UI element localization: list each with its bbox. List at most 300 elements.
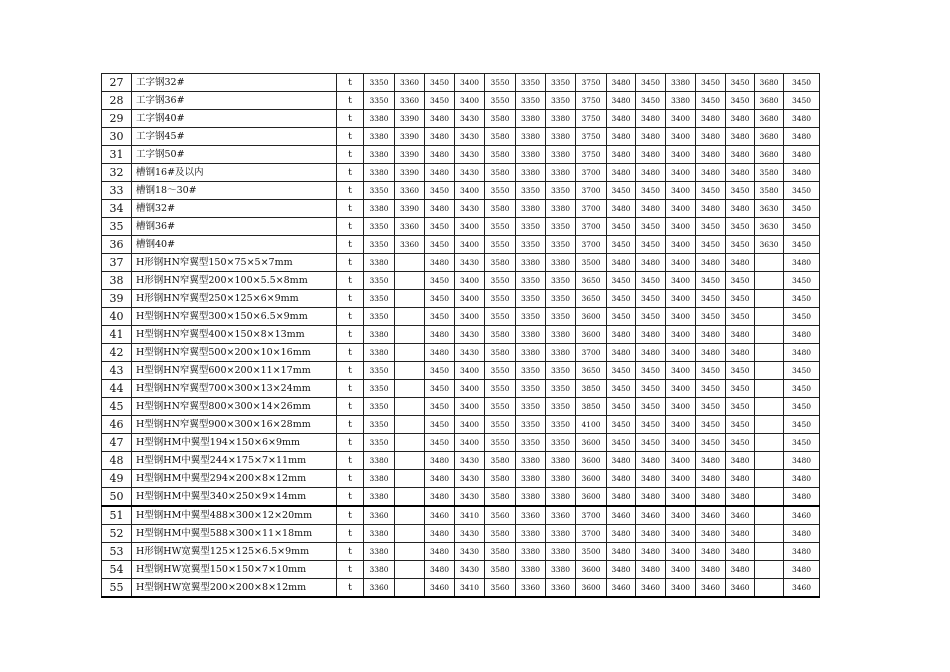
unit-cell: t — [337, 200, 364, 218]
unit-cell: t — [337, 326, 364, 344]
price-cell: 3380 — [516, 146, 546, 164]
price-cell: 3480 — [696, 452, 726, 470]
price-cell: 3450 — [726, 362, 755, 380]
price-cell: 3380 — [364, 164, 395, 182]
price-cell: 3400 — [666, 525, 696, 543]
price-cell: 3380 — [364, 470, 395, 488]
price-cell: 3450 — [784, 416, 820, 434]
price-cell: 3400 — [666, 326, 696, 344]
price-cell: 3480 — [425, 200, 455, 218]
material-name: 工字钢36# — [132, 92, 337, 110]
unit-cell: t — [337, 182, 364, 200]
price-cell: 3480 — [784, 164, 820, 182]
price-cell: 3450 — [607, 308, 636, 326]
price-cell: 3480 — [726, 470, 755, 488]
price-cell: 3450 — [784, 74, 820, 92]
material-name: H型钢HM中翼型588×300×11×18mm — [132, 525, 337, 543]
price-cell: 3380 — [364, 200, 395, 218]
price-cell: 3350 — [364, 92, 395, 110]
price-cell: 3480 — [607, 128, 636, 146]
price-cell: 3580 — [485, 525, 516, 543]
price-cell: 3460 — [726, 506, 755, 525]
price-cell: 3550 — [485, 380, 516, 398]
price-cell: 3430 — [455, 200, 485, 218]
price-cell: 3430 — [455, 470, 485, 488]
price-cell: 3680 — [755, 128, 784, 146]
row-number: 52 — [102, 525, 132, 543]
price-cell: 3380 — [516, 164, 546, 182]
price-cell: 3380 — [666, 92, 696, 110]
price-cell: 3550 — [485, 92, 516, 110]
price-cell — [395, 380, 425, 398]
material-name: H形钢HW宽翼型125×125×6.5×9mm — [132, 543, 337, 561]
price-cell — [755, 506, 784, 525]
price-cell: 3480 — [607, 543, 636, 561]
price-cell: 3350 — [516, 380, 546, 398]
price-cell: 3380 — [546, 344, 576, 362]
price-cell: 3450 — [636, 362, 666, 380]
row-number: 45 — [102, 398, 132, 416]
price-cell: 3480 — [607, 488, 636, 507]
price-cell: 3480 — [636, 488, 666, 507]
unit-cell: t — [337, 218, 364, 236]
price-cell: 3460 — [425, 506, 455, 525]
table-row — [102, 326, 820, 344]
price-cell — [395, 470, 425, 488]
price-cell: 3450 — [696, 182, 726, 200]
price-cell: 3450 — [425, 398, 455, 416]
price-cell: 3550 — [485, 218, 516, 236]
price-cell: 3430 — [455, 561, 485, 579]
price-cell: 3450 — [636, 434, 666, 452]
price-cell: 3650 — [576, 272, 607, 290]
price-cell: 3460 — [696, 579, 726, 598]
price-cell: 3480 — [425, 344, 455, 362]
price-cell: 3400 — [666, 182, 696, 200]
price-cell: 3480 — [425, 326, 455, 344]
price-cell: 3380 — [516, 488, 546, 507]
unit-cell: t — [337, 362, 364, 380]
price-cell: 3430 — [455, 164, 485, 182]
price-cell: 3480 — [784, 561, 820, 579]
price-cell: 3350 — [546, 398, 576, 416]
material-name: 槽钢36# — [132, 218, 337, 236]
table-row — [102, 470, 820, 488]
price-cell: 3400 — [666, 380, 696, 398]
price-cell: 3380 — [546, 128, 576, 146]
price-cell: 3480 — [784, 146, 820, 164]
price-cell: 3400 — [666, 290, 696, 308]
price-cell: 3580 — [485, 561, 516, 579]
price-cell: 3380 — [364, 525, 395, 543]
row-number: 42 — [102, 344, 132, 362]
price-cell: 3350 — [546, 92, 576, 110]
price-cell: 3480 — [636, 146, 666, 164]
price-cell: 3450 — [636, 236, 666, 254]
price-cell: 3480 — [636, 561, 666, 579]
price-cell: 3450 — [696, 398, 726, 416]
price-cell: 3450 — [784, 182, 820, 200]
price-cell: 3450 — [636, 74, 666, 92]
price-cell: 3480 — [607, 452, 636, 470]
price-cell: 3450 — [607, 218, 636, 236]
price-cell: 3350 — [364, 236, 395, 254]
price-cell: 3450 — [696, 434, 726, 452]
price-cell: 3500 — [576, 543, 607, 561]
price-cell: 3360 — [395, 74, 425, 92]
unit-cell: t — [337, 380, 364, 398]
price-cell: 3580 — [485, 200, 516, 218]
unit-cell: t — [337, 272, 364, 290]
price-cell: 3360 — [395, 218, 425, 236]
row-number: 27 — [102, 74, 132, 92]
price-cell: 3600 — [576, 452, 607, 470]
unit-cell: t — [337, 92, 364, 110]
table-row — [102, 164, 820, 182]
price-cell: 3680 — [755, 92, 784, 110]
unit-cell: t — [337, 561, 364, 579]
price-cell: 3480 — [784, 452, 820, 470]
price-cell: 3350 — [516, 236, 546, 254]
price-cell: 3380 — [364, 254, 395, 272]
price-cell: 3450 — [425, 74, 455, 92]
row-number: 51 — [102, 506, 132, 525]
price-cell: 3450 — [607, 182, 636, 200]
material-name: H形钢HN窄翼型200×100×5.5×8mm — [132, 272, 337, 290]
material-name: H型钢HM中翼型194×150×6×9mm — [132, 434, 337, 452]
unit-cell: t — [337, 236, 364, 254]
price-cell: 3550 — [485, 74, 516, 92]
price-cell: 3450 — [726, 182, 755, 200]
price-cell: 3750 — [576, 110, 607, 128]
unit-cell: t — [337, 488, 364, 507]
material-name: H型钢HM中翼型244×175×7×11mm — [132, 452, 337, 470]
price-cell: 3480 — [696, 525, 726, 543]
price-cell: 3450 — [425, 182, 455, 200]
row-number: 35 — [102, 218, 132, 236]
price-cell: 3400 — [666, 272, 696, 290]
price-cell: 3380 — [546, 146, 576, 164]
price-cell: 3400 — [455, 362, 485, 380]
row-number: 34 — [102, 200, 132, 218]
price-cell: 3450 — [425, 236, 455, 254]
price-cell: 3350 — [546, 182, 576, 200]
price-cell: 3400 — [455, 416, 485, 434]
row-number: 29 — [102, 110, 132, 128]
price-cell — [395, 272, 425, 290]
table-row — [102, 579, 820, 598]
price-cell: 3450 — [726, 290, 755, 308]
material-name: H型钢HM中翼型340×250×9×14mm — [132, 488, 337, 507]
material-name: H型钢HN窄翼型800×300×14×26mm — [132, 398, 337, 416]
price-cell: 3400 — [666, 452, 696, 470]
table-row — [102, 110, 820, 128]
price-cell: 3630 — [755, 200, 784, 218]
price-cell: 3350 — [364, 74, 395, 92]
price-cell: 3480 — [784, 525, 820, 543]
price-cell: 3680 — [755, 74, 784, 92]
price-cell: 3350 — [546, 308, 576, 326]
price-cell: 3580 — [485, 452, 516, 470]
price-cell: 3350 — [516, 290, 546, 308]
price-cell: 3480 — [636, 326, 666, 344]
price-cell: 3350 — [546, 290, 576, 308]
price-cell: 3480 — [726, 200, 755, 218]
price-cell: 3480 — [784, 543, 820, 561]
table-row — [102, 488, 820, 507]
table-row — [102, 236, 820, 254]
price-cell: 3350 — [364, 182, 395, 200]
table-row — [102, 561, 820, 579]
price-cell: 3430 — [455, 110, 485, 128]
material-name: 槽钢16#及以内 — [132, 164, 337, 182]
row-number: 39 — [102, 290, 132, 308]
price-cell: 3450 — [726, 74, 755, 92]
price-cell: 3480 — [726, 164, 755, 182]
price-cell: 3410 — [455, 506, 485, 525]
unit-cell: t — [337, 146, 364, 164]
row-number: 32 — [102, 164, 132, 182]
material-name: H形钢HN窄翼型250×125×6×9mm — [132, 290, 337, 308]
price-cell: 3480 — [696, 326, 726, 344]
row-number: 37 — [102, 254, 132, 272]
price-cell: 3450 — [784, 92, 820, 110]
price-cell: 3450 — [607, 434, 636, 452]
price-cell: 3380 — [546, 561, 576, 579]
price-cell: 3380 — [516, 561, 546, 579]
price-cell: 3400 — [455, 434, 485, 452]
price-cell: 4100 — [576, 416, 607, 434]
price-cell — [395, 308, 425, 326]
table-row — [102, 200, 820, 218]
price-cell: 3400 — [666, 110, 696, 128]
price-cell: 3480 — [607, 92, 636, 110]
unit-cell: t — [337, 344, 364, 362]
price-cell — [755, 290, 784, 308]
price-cell: 3400 — [455, 182, 485, 200]
material-name: H形钢HN窄翼型150×75×5×7mm — [132, 254, 337, 272]
price-cell: 3580 — [485, 488, 516, 507]
price-cell: 3450 — [726, 272, 755, 290]
table-row — [102, 218, 820, 236]
price-cell: 3550 — [485, 362, 516, 380]
row-number: 40 — [102, 308, 132, 326]
price-cell: 3580 — [485, 543, 516, 561]
row-number: 31 — [102, 146, 132, 164]
price-cell: 3450 — [636, 218, 666, 236]
price-cell: 3450 — [726, 398, 755, 416]
price-cell: 3380 — [516, 110, 546, 128]
table-row — [102, 182, 820, 200]
price-cell: 3480 — [696, 128, 726, 146]
price-cell: 3450 — [696, 416, 726, 434]
price-cell: 3580 — [485, 344, 516, 362]
unit-cell: t — [337, 579, 364, 598]
price-cell: 3700 — [576, 218, 607, 236]
price-cell: 3580 — [485, 110, 516, 128]
price-cell: 3450 — [607, 398, 636, 416]
price-cell: 3480 — [784, 110, 820, 128]
price-cell: 3350 — [364, 290, 395, 308]
price-cell: 3360 — [516, 579, 546, 598]
unit-cell: t — [337, 398, 364, 416]
price-cell: 3480 — [726, 452, 755, 470]
price-cell: 3380 — [516, 128, 546, 146]
unit-cell: t — [337, 543, 364, 561]
price-cell: 3400 — [666, 344, 696, 362]
price-cell: 3350 — [516, 362, 546, 380]
price-cell: 3380 — [666, 74, 696, 92]
price-cell: 3380 — [516, 543, 546, 561]
table-row — [102, 362, 820, 380]
price-cell: 3400 — [666, 254, 696, 272]
price-cell: 3750 — [576, 128, 607, 146]
price-cell: 3480 — [636, 128, 666, 146]
price-cell — [395, 398, 425, 416]
price-cell — [395, 525, 425, 543]
price-cell: 3350 — [546, 218, 576, 236]
unit-cell: t — [337, 308, 364, 326]
price-cell: 3450 — [636, 290, 666, 308]
material-name: H型钢HW宽翼型150×150×7×10mm — [132, 561, 337, 579]
price-cell — [395, 506, 425, 525]
price-cell: 3380 — [516, 200, 546, 218]
price-cell — [395, 452, 425, 470]
price-cell: 3480 — [784, 344, 820, 362]
price-cell: 3430 — [455, 452, 485, 470]
price-cell: 3450 — [636, 272, 666, 290]
price-cell: 3850 — [576, 398, 607, 416]
price-cell: 3350 — [364, 380, 395, 398]
price-cell: 3400 — [666, 506, 696, 525]
row-number: 46 — [102, 416, 132, 434]
price-cell: 3380 — [516, 525, 546, 543]
price-cell: 3350 — [546, 74, 576, 92]
price-cell: 3400 — [666, 398, 696, 416]
price-cell: 3450 — [726, 218, 755, 236]
price-cell — [395, 488, 425, 507]
price-cell: 3460 — [784, 506, 820, 525]
table-row — [102, 308, 820, 326]
price-cell: 3410 — [455, 579, 485, 598]
price-cell: 3550 — [485, 182, 516, 200]
price-cell: 3350 — [364, 398, 395, 416]
price-cell: 3380 — [364, 452, 395, 470]
price-cell: 3480 — [696, 561, 726, 579]
price-cell: 3360 — [395, 182, 425, 200]
price-cell — [395, 290, 425, 308]
price-cell: 3480 — [784, 470, 820, 488]
price-cell: 3550 — [485, 398, 516, 416]
price-cell: 3480 — [636, 110, 666, 128]
price-cell: 3400 — [666, 308, 696, 326]
price-cell: 3600 — [576, 308, 607, 326]
price-cell — [395, 254, 425, 272]
material-name: H型钢HN窄翼型300×150×6.5×9mm — [132, 308, 337, 326]
price-cell: 3360 — [364, 506, 395, 525]
price-cell: 3350 — [546, 272, 576, 290]
price-cell: 3380 — [516, 344, 546, 362]
price-cell — [395, 326, 425, 344]
price-cell: 3380 — [516, 452, 546, 470]
price-cell: 3450 — [696, 272, 726, 290]
unit-cell: t — [337, 290, 364, 308]
price-cell: 3480 — [636, 200, 666, 218]
price-cell: 3350 — [516, 416, 546, 434]
price-cell: 3400 — [666, 579, 696, 598]
price-cell: 3480 — [425, 110, 455, 128]
price-cell: 3350 — [364, 272, 395, 290]
price-cell: 3350 — [516, 182, 546, 200]
price-cell: 3480 — [425, 470, 455, 488]
unit-cell: t — [337, 416, 364, 434]
price-cell: 3460 — [636, 579, 666, 598]
price-cell: 3380 — [546, 452, 576, 470]
price-cell: 3400 — [455, 218, 485, 236]
price-cell: 3850 — [576, 380, 607, 398]
price-cell: 3480 — [425, 488, 455, 507]
price-cell: 3480 — [425, 543, 455, 561]
price-cell: 3550 — [485, 236, 516, 254]
table-row — [102, 380, 820, 398]
price-cell — [395, 416, 425, 434]
price-cell: 3580 — [485, 128, 516, 146]
price-cell: 3450 — [726, 308, 755, 326]
price-cell: 3400 — [455, 308, 485, 326]
table-row — [102, 254, 820, 272]
price-cell: 3480 — [607, 110, 636, 128]
material-name: H型钢HW宽翼型200×200×8×12mm — [132, 579, 337, 598]
price-cell: 3350 — [546, 434, 576, 452]
price-cell: 3450 — [696, 380, 726, 398]
price-cell: 3600 — [576, 488, 607, 507]
price-cell: 3550 — [485, 272, 516, 290]
price-cell: 3480 — [607, 146, 636, 164]
material-name: 工字钢32# — [132, 74, 337, 92]
price-cell — [755, 452, 784, 470]
price-cell: 3350 — [516, 92, 546, 110]
material-name: 工字钢40# — [132, 110, 337, 128]
price-cell: 3700 — [576, 525, 607, 543]
table-row — [102, 416, 820, 434]
price-cell: 3460 — [784, 579, 820, 598]
price-cell: 3480 — [636, 543, 666, 561]
price-cell: 3450 — [696, 74, 726, 92]
unit-cell: t — [337, 128, 364, 146]
price-cell: 3380 — [546, 254, 576, 272]
price-cell: 3360 — [364, 579, 395, 598]
price-cell: 3480 — [696, 110, 726, 128]
price-cell: 3350 — [364, 416, 395, 434]
row-number: 41 — [102, 326, 132, 344]
price-cell: 3450 — [607, 236, 636, 254]
price-cell: 3450 — [696, 290, 726, 308]
material-name: H型钢HN窄翼型500×200×10×16mm — [132, 344, 337, 362]
price-cell: 3360 — [516, 506, 546, 525]
material-name: H型钢HN窄翼型400×150×8×13mm — [132, 326, 337, 344]
price-cell: 3350 — [516, 74, 546, 92]
unit-cell: t — [337, 434, 364, 452]
price-cell: 3580 — [485, 164, 516, 182]
price-cell: 3450 — [784, 290, 820, 308]
price-cell: 3480 — [636, 344, 666, 362]
price-cell: 3480 — [696, 488, 726, 507]
price-cell: 3450 — [636, 416, 666, 434]
price-cell: 3480 — [607, 344, 636, 362]
price-cell: 3480 — [726, 146, 755, 164]
price-cell — [395, 579, 425, 598]
price-cell: 3350 — [546, 416, 576, 434]
